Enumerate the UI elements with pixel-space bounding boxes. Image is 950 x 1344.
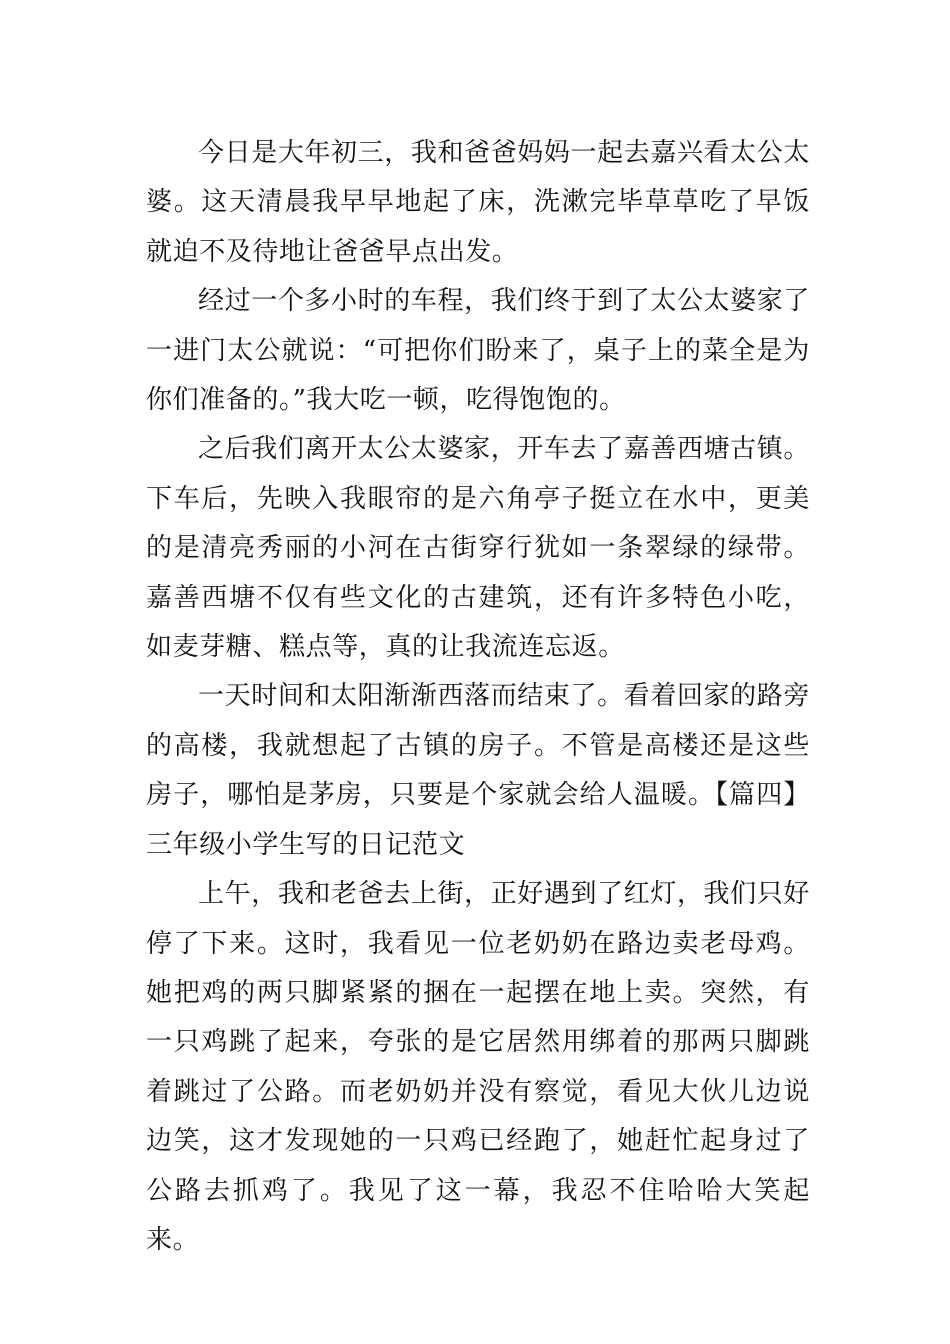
paragraph-1: 今日是大年初三，我和爸爸妈妈一起去嘉兴看太公太婆。这天清晨我早早地起了床，洗漱完毕草草吃了早饭就迫不及待地让爸爸早点出发。 [146, 138, 810, 267]
paragraph-3: 之后我们离开太公太婆家，开车去了嘉善西塘古镇。下车后，先映入我眼帘的是六角亭子挺立在水中，更美的是清亮秀丽的小河在古街穿行犹如一条翠绿的绿带。嘉善西塘不仅有些文化的古建筑，还有许多特色小吃，如麦芽糖、糕点等，真的让我流连忘返。 [146, 434, 810, 663]
paragraph-4: 一天时间和太阳渐渐西落而结束了。看着回家的路旁的高楼，我就想起了古镇的房子。不管是高楼还是这些房子，哪怕是茅房，只要是个家就会给人温暖。【篇四】三年级小学生写的日记范文 [146, 681, 810, 860]
paragraph-2: 经过一个多小时的车程，我们终于到了太公太婆家了一进门太公就说：“可把你们盼来了，桌子上的菜全是为你们准备的。”我大吃一顿，吃得饱饱的。 [146, 286, 810, 416]
paragraph-5: 上午，我和老爸去上街，正好遇到了红灯，我们只好停了下来。这时，我看见一位老奶奶在路边卖老母鸡。她把鸡的两只脚紧紧的捆在一起摆在地上卖。突然，有一只鸡跳了起来，夸张的是它居然用绑着的那两只脚跳着跳过了公路。而老奶奶并没有察觉，看见大伙儿边说边笑，这才发现她的一只鸡已经跑了，她赶忙起身过了公路去抓鸡了。我见了这一幕，我忍不住哈哈大笑起来。 [146, 879, 810, 1255]
document-body [146, 129, 810, 1265]
